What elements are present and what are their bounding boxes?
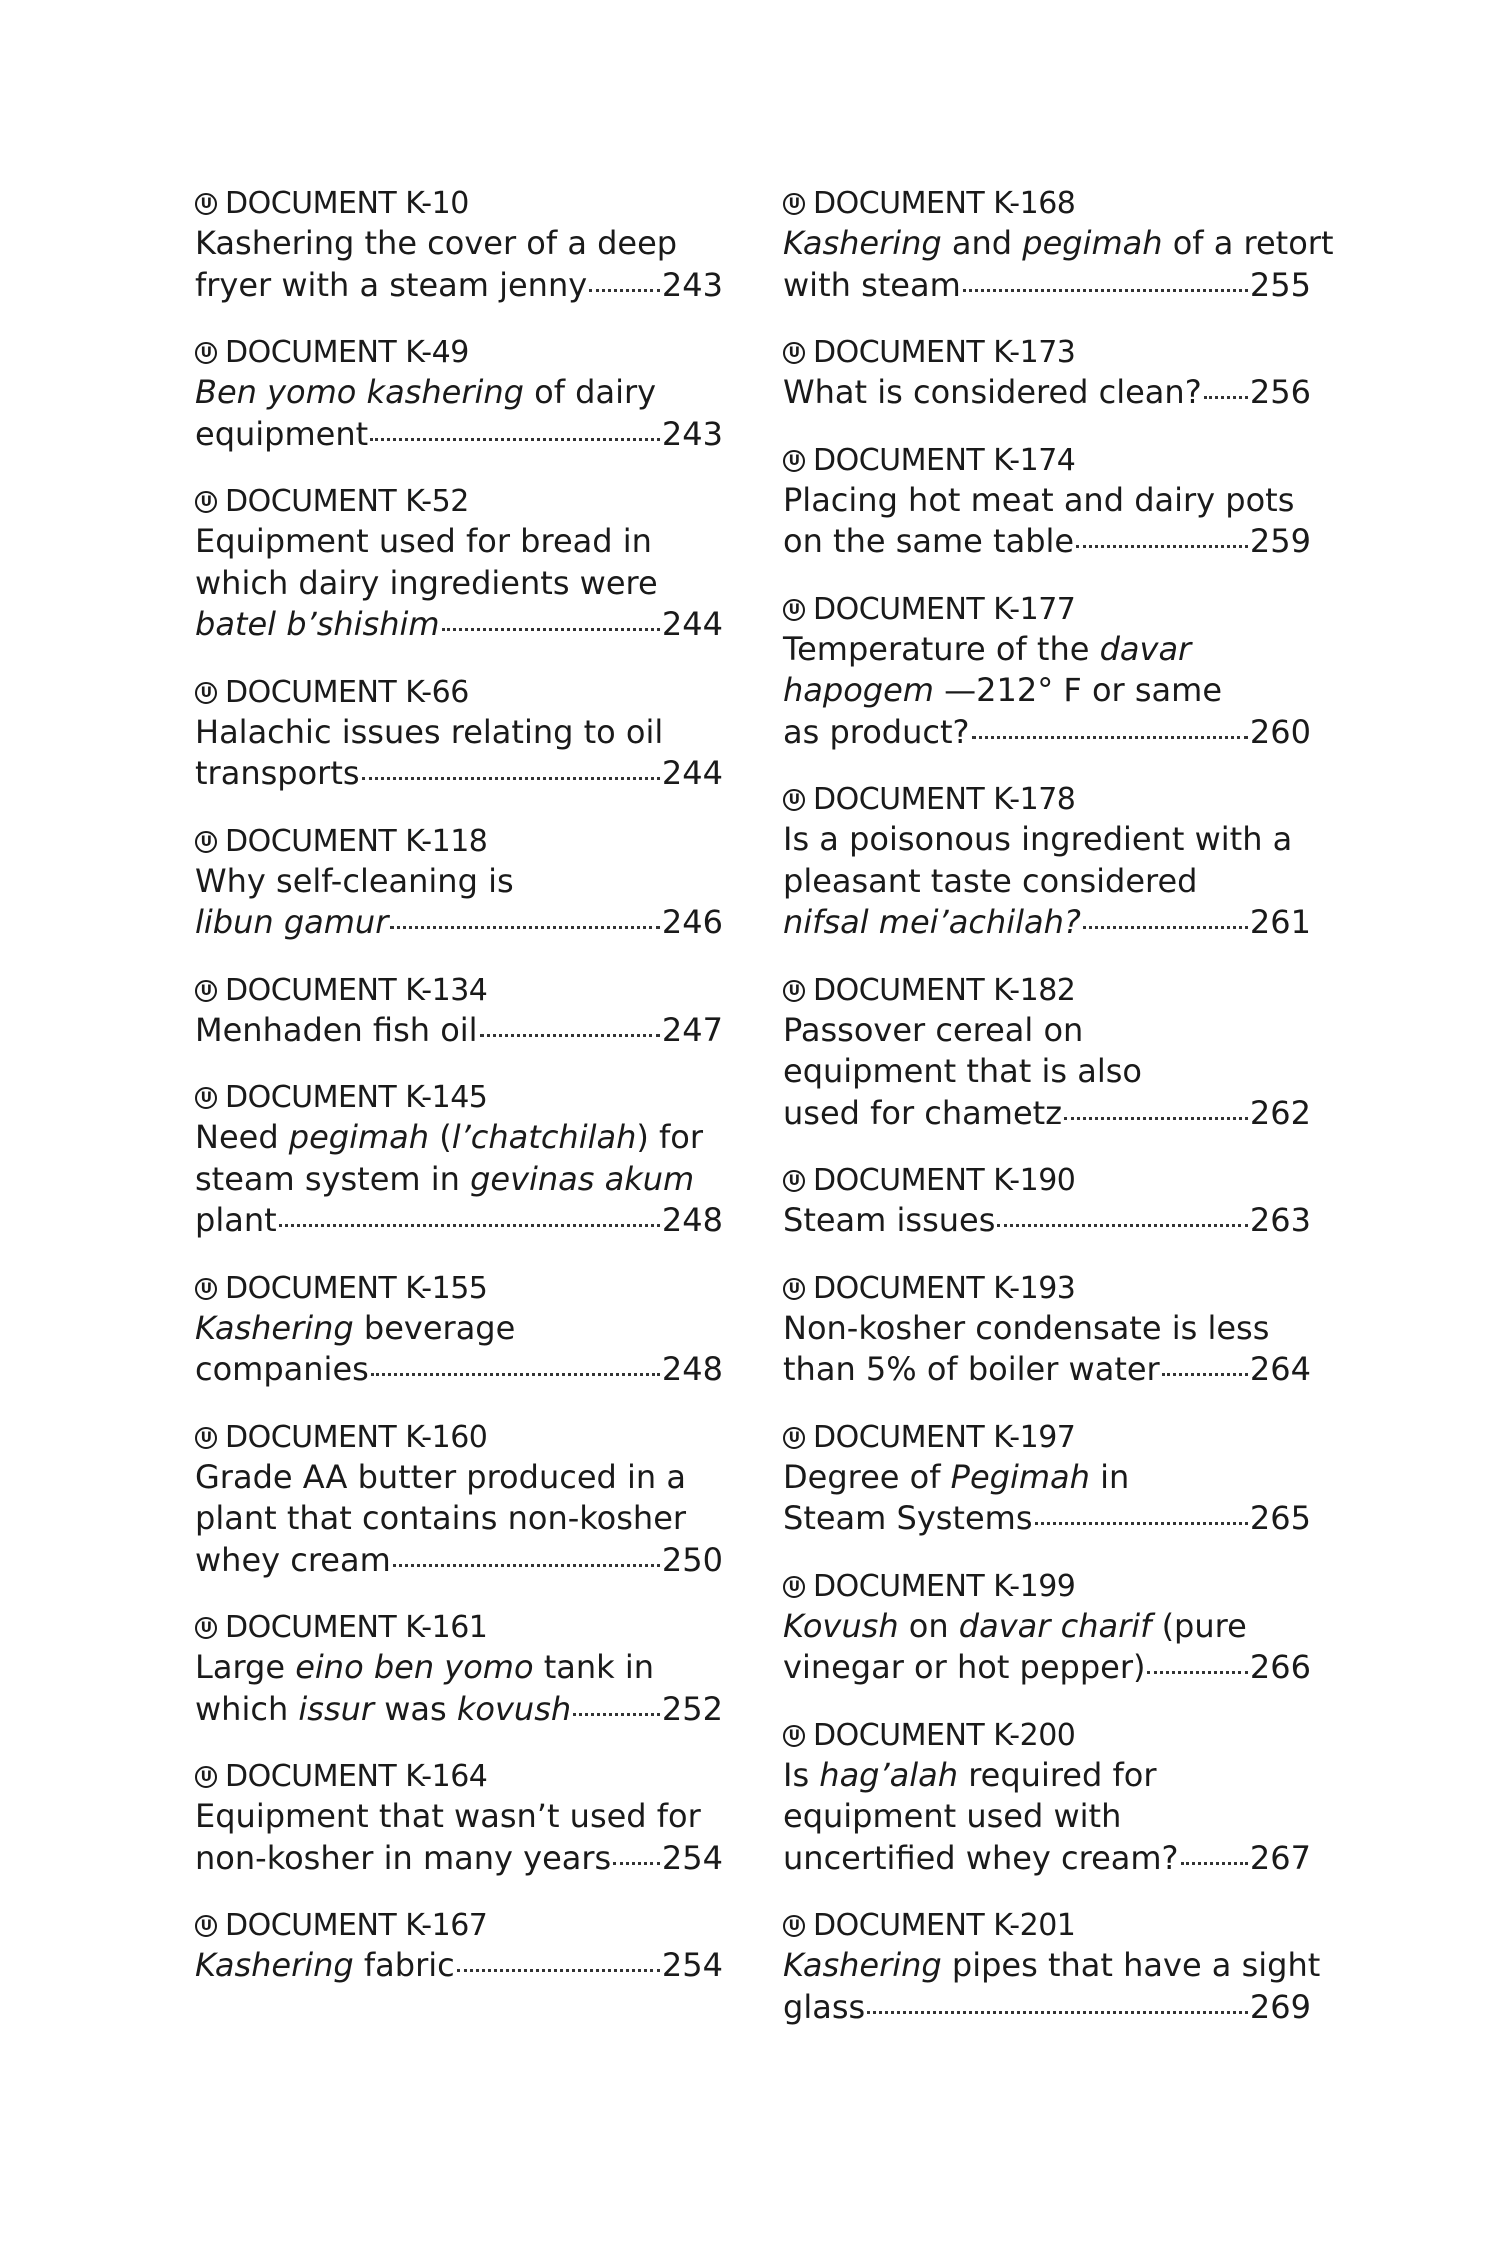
title-text: plant that contains non-kosher [195,1499,687,1537]
toc-entry[interactable] [783,1270,1311,1391]
dot-leader [442,628,660,631]
italic-term: pegimah [288,1118,430,1156]
entry-title-line [783,372,1311,414]
page-number: 255 [1249,265,1311,304]
dot-leader [867,2011,1248,2014]
title-text: Temperature of the [783,629,1100,668]
document-label [783,1568,1311,1606]
dot-leader [457,1969,660,1972]
ou-symbol-icon: U [783,1915,805,1937]
title-text: uncertified whey cream? [783,1838,1179,1877]
ou-symbol-icon: U [783,1427,805,1449]
title-text: Steam issues [783,1201,996,1239]
toc-column-right [783,185,1334,2028]
dot-leader [370,438,660,441]
document-id: DOCUMENT K-182 [813,972,1076,1008]
entry-title-line [783,1945,1321,1987]
ou-symbol-icon: U [195,682,217,704]
document-id: DOCUMENT K-164 [225,1759,488,1794]
italic-term: davar charif [958,1606,1152,1645]
document-id: DOCUMENT K-10 [225,186,469,221]
entry-title-line [195,1689,723,1731]
ou-symbol-icon: U [783,599,805,621]
document-id: DOCUMENT K-168 [813,186,1076,221]
dot-leader [1181,1862,1248,1865]
document-label [783,1270,1311,1308]
dot-leader [1064,1117,1248,1120]
page-number: 260 [1249,712,1311,751]
document-label [195,1079,723,1117]
title-text: Equipment used for bread in [195,522,652,560]
document-label [783,1907,1311,1945]
title-text: glass [783,1987,866,2026]
title-text: fabric [353,1946,455,1984]
ou-symbol-icon: U [195,980,217,1002]
title-text: Grade AA butter produced in a [195,1457,686,1496]
dot-leader [997,1224,1248,1227]
entry-title-line [783,223,1334,265]
document-id: DOCUMENT K-200 [813,1717,1076,1753]
title-text: What is considered clean? [783,373,1202,411]
title-text: Steam Systems [783,1499,1033,1537]
italic-term: kovush [456,1689,572,1728]
document-id: DOCUMENT K-49 [225,335,469,370]
title-text: Menhaden fish oil [195,1010,478,1049]
page-number: 267 [1249,1838,1311,1877]
document-label [783,1162,1311,1200]
document-label [195,674,723,712]
italic-term: l’chatchilah [451,1118,637,1156]
entry-title-line [783,1498,1311,1540]
document-label [783,781,1311,819]
title-text: was [374,1689,457,1728]
entry-title-line [783,1755,1311,1797]
entry-title-line [783,1457,1311,1499]
title-text: Why self-cleaning is [195,861,514,900]
ou-symbol-icon: U [195,1766,217,1788]
entry-title-line [195,1117,723,1159]
toc-entry[interactable] [195,823,723,944]
title-text: equipment [195,414,369,453]
title-text: of dairy [523,373,657,411]
entry-title-line [195,372,723,414]
title-text: Is [783,1755,820,1794]
title-text: non-kosher in many years [195,1838,612,1877]
dot-leader [480,1034,660,1037]
title-text: ( [429,1118,452,1156]
document-label [195,1907,723,1945]
document-label [783,442,1311,480]
ou-symbol-icon: U [783,193,805,215]
title-text: with steam [783,265,961,304]
title-text: equipment used with [783,1797,1122,1835]
entry-title-line [783,902,1311,944]
italic-term: batel b’shishim [195,605,440,643]
ou-symbol-icon: U [195,1278,217,1300]
title-text: Placing hot meat and dairy pots [783,480,1295,519]
page-number: 246 [661,903,723,941]
toc-entry[interactable] [195,1079,723,1242]
document-id: DOCUMENT K-201 [813,1908,1076,1943]
page-number: 261 [1249,903,1311,941]
title-text: equipment that is also [783,1052,1142,1090]
page-number: 256 [1249,373,1311,411]
document-label [195,483,723,521]
entry-title-line [195,604,723,646]
entry-title-line [783,1093,1311,1135]
dot-leader [573,1713,660,1716]
title-text: Kashering the cover of a deep [195,224,678,262]
entry-title-line [783,521,1311,563]
page-number: 254 [661,1946,723,1984]
ou-symbol-icon: U [783,1576,805,1598]
title-text: Passover cereal on [783,1010,1084,1049]
dot-leader [279,1224,660,1227]
italic-term: Ben yomo kashering [195,373,524,411]
toc-entry[interactable] [783,781,1311,944]
ou-symbol-icon: U [783,789,805,811]
document-id: DOCUMENT K-155 [225,1270,488,1306]
document-id: DOCUMENT K-52 [225,484,469,519]
toc-entry[interactable] [783,591,1311,754]
ou-symbol-icon: U [783,342,805,364]
entry-title-line [783,1647,1311,1689]
title-text: (pure [1151,1606,1247,1645]
document-label [195,972,723,1010]
page-number: 269 [1249,1987,1311,2026]
title-text: tank in [533,1648,655,1686]
document-label [783,1419,1311,1457]
entry-title-line [195,521,723,563]
document-label [783,1717,1311,1755]
page-number: 247 [661,1010,723,1049]
entry-title-line [783,1606,1311,1648]
italic-term: Kashering [195,1308,354,1347]
ou-symbol-icon: U [195,491,217,513]
title-text: in [1089,1457,1130,1496]
page-number: 254 [661,1838,723,1877]
italic-term: Pegimah [950,1457,1090,1496]
toc-entry[interactable] [195,972,723,1052]
page-number: 248 [661,1201,723,1239]
italic-term: issur [298,1689,375,1728]
entry-title-line [783,629,1311,671]
title-text: beverage [353,1308,516,1347]
document-label [195,1270,723,1308]
ou-symbol-icon: U [195,831,217,853]
entry-title-line [195,1945,723,1987]
document-label [195,334,723,372]
document-label [783,334,1311,372]
title-text: as product? [783,712,970,751]
toc-entry[interactable] [195,1609,723,1730]
title-text: which dairy ingredients were [195,563,658,602]
document-label [195,1419,723,1457]
dot-leader [589,289,660,292]
dot-leader [1083,926,1248,929]
dot-leader [1035,1522,1248,1525]
document-id: DOCUMENT K-193 [813,1270,1076,1306]
entry-title-line [783,1010,1311,1052]
page-number: 262 [1249,1093,1311,1132]
italic-term: eino ben yomo [295,1648,534,1686]
entry-title-line [783,1308,1311,1350]
title-text: used for chametz [783,1093,1062,1132]
toc-entry[interactable] [783,1717,1311,1880]
page-number: 243 [661,265,723,304]
document-id: DOCUMENT K-178 [813,782,1076,817]
toc-entry[interactable] [195,1907,723,1987]
toc-entry[interactable] [783,442,1311,563]
entry-title-line [195,712,723,754]
document-label [195,823,723,861]
italic-term: davar [1099,629,1192,668]
document-id: DOCUMENT K-197 [813,1419,1076,1455]
toc-column-left [195,185,723,1987]
entry-title-line [195,563,723,605]
title-text: on the same table [783,522,1075,560]
title-text: whey cream [195,1540,391,1579]
page-number: 248 [661,1350,723,1388]
title-text: companies [195,1350,369,1388]
page-number: 264 [1249,1350,1311,1388]
ou-symbol-icon: U [783,450,805,472]
entry-title-line [195,223,723,265]
entry-title-line [195,902,723,944]
toc-entry[interactable] [783,1162,1311,1242]
entry-title-line [195,861,723,903]
dot-leader [613,1862,660,1865]
title-text: Equipment that wasn’t used for [195,1797,701,1835]
italic-term: gevinas akum [470,1159,695,1198]
title-text: steam system in [195,1159,471,1198]
page-number: 244 [661,605,723,643]
title-text: Degree of [783,1457,951,1496]
page-number: 259 [1249,522,1311,560]
dot-leader [963,289,1248,292]
document-label [195,1758,723,1796]
document-label [783,972,1311,1010]
entry-title-line [783,1987,1311,2029]
entry-title-line [783,819,1311,861]
title-text: Non-kosher condensate is less [783,1308,1270,1347]
toc-entry[interactable] [195,185,723,306]
ou-symbol-icon: U [195,1087,217,1109]
title-text: Large [195,1648,296,1686]
document-label [195,185,723,223]
entry-title-line [195,1159,723,1201]
toc-entry[interactable] [783,334,1311,414]
italic-term: hag’alah [819,1755,959,1794]
italic-term: libun gamur [195,903,389,941]
document-id: DOCUMENT K-177 [813,591,1076,627]
ou-symbol-icon: U [195,1427,217,1449]
title-text: of a retort [1162,224,1334,262]
title-text: than 5% of boiler water [783,1350,1160,1388]
dot-leader [362,777,660,780]
entry-title-line [195,1796,723,1838]
page-number: 243 [661,414,723,453]
dot-leader [390,926,660,929]
entry-title-line [783,1838,1311,1880]
toc-entry[interactable] [783,185,1334,306]
entry-title-line [195,414,723,456]
toc-entry[interactable] [783,1419,1311,1540]
dot-leader [1076,545,1248,548]
entry-title-line [195,1200,723,1242]
title-text: fryer with a steam jenny [195,265,588,304]
toc-entry[interactable] [783,972,1311,1135]
entry-title-line [195,1647,723,1689]
dot-leader [393,1564,660,1567]
page-number: 252 [661,1689,723,1728]
italic-term: hapogem [783,671,934,709]
document-id: DOCUMENT K-167 [225,1908,488,1943]
italic-term: Kashering [783,224,942,262]
document-label [783,591,1311,629]
entry-title-line [783,1349,1311,1391]
toc-entry[interactable] [783,1568,1311,1689]
document-id: DOCUMENT K-174 [813,442,1076,478]
italic-term: pegimah [1022,224,1163,262]
title-text: plant [195,1201,277,1239]
page-number: 244 [661,754,723,792]
ou-symbol-icon: U [195,193,217,215]
document-id: DOCUMENT K-66 [225,674,469,710]
page-number: 265 [1249,1499,1311,1537]
italic-term: Kashering [783,1946,942,1984]
title-text: vinegar or hot pepper) [783,1648,1146,1686]
entry-title-line [195,1010,723,1052]
entry-title-line [195,1498,723,1540]
document-id: DOCUMENT K-173 [813,335,1076,370]
toc-entry[interactable] [195,1270,723,1391]
italic-term: Kashering [195,1946,354,1984]
entry-title-line [783,1200,1311,1242]
title-text: and [941,224,1023,262]
dot-leader [1162,1373,1248,1376]
title-text: ) for [636,1118,704,1156]
italic-term: nifsal mei’achilah? [783,903,1081,941]
toc-entry[interactable] [195,1758,723,1879]
ou-symbol-icon: U [195,1915,217,1937]
title-text: pipes that have a sight [941,1946,1321,1984]
entry-title-line [783,1796,1311,1838]
title-text: —212° F or same [933,671,1222,709]
entry-title-line [195,1349,723,1391]
dot-leader [972,736,1248,739]
document-id: DOCUMENT K-118 [225,823,488,859]
entry-title-line [195,1838,723,1880]
document-id: DOCUMENT K-190 [813,1163,1076,1198]
entry-title-line [783,712,1311,754]
title-text: Is a poisonous ingredient with a [783,820,1293,858]
entry-title-line [195,1540,723,1582]
ou-symbol-icon: U [195,1617,217,1639]
entry-title-line [195,265,723,307]
title-text: transports [195,754,360,792]
page-number: 250 [661,1540,723,1579]
ou-symbol-icon: U [783,1278,805,1300]
page-number: 266 [1249,1648,1311,1686]
title-text: Need [195,1118,289,1156]
ou-symbol-icon: U [783,980,805,1002]
toc-entry[interactable] [195,674,723,795]
title-text: on [898,1606,959,1645]
title-text: which [195,1689,299,1728]
document-id: DOCUMENT K-160 [225,1419,488,1455]
dot-leader [1204,396,1248,399]
document-label [195,1609,723,1647]
ou-symbol-icon: U [195,342,217,364]
entry-title-line [783,265,1311,307]
entry-title-line [195,1308,723,1350]
dot-leader [371,1373,660,1376]
entry-title-line [783,480,1311,522]
document-id: DOCUMENT K-134 [225,972,488,1008]
toc-entry[interactable] [195,334,723,455]
document-id: DOCUMENT K-161 [225,1610,488,1645]
entry-title-line [783,861,1311,903]
toc-entry[interactable] [195,1419,723,1582]
entry-title-line [783,1051,1311,1093]
title-text: Halachic issues relating to oil [195,712,664,751]
document-id: DOCUMENT K-145 [225,1080,488,1115]
entry-title-line [195,753,723,795]
document-id: DOCUMENT K-199 [813,1568,1076,1604]
title-text: required for [958,1755,1157,1794]
toc-entry[interactable] [783,1907,1321,2028]
ou-symbol-icon: U [783,1725,805,1747]
title-text: pleasant taste considered [783,861,1198,900]
italic-term: Kovush [783,1606,899,1645]
page-number: 263 [1249,1201,1311,1239]
entry-title-line [195,1457,723,1499]
ou-symbol-icon: U [783,1170,805,1192]
toc-entry[interactable] [195,483,723,646]
entry-title-line [783,670,1311,712]
document-label [783,185,1311,223]
dot-leader [1147,1671,1247,1674]
